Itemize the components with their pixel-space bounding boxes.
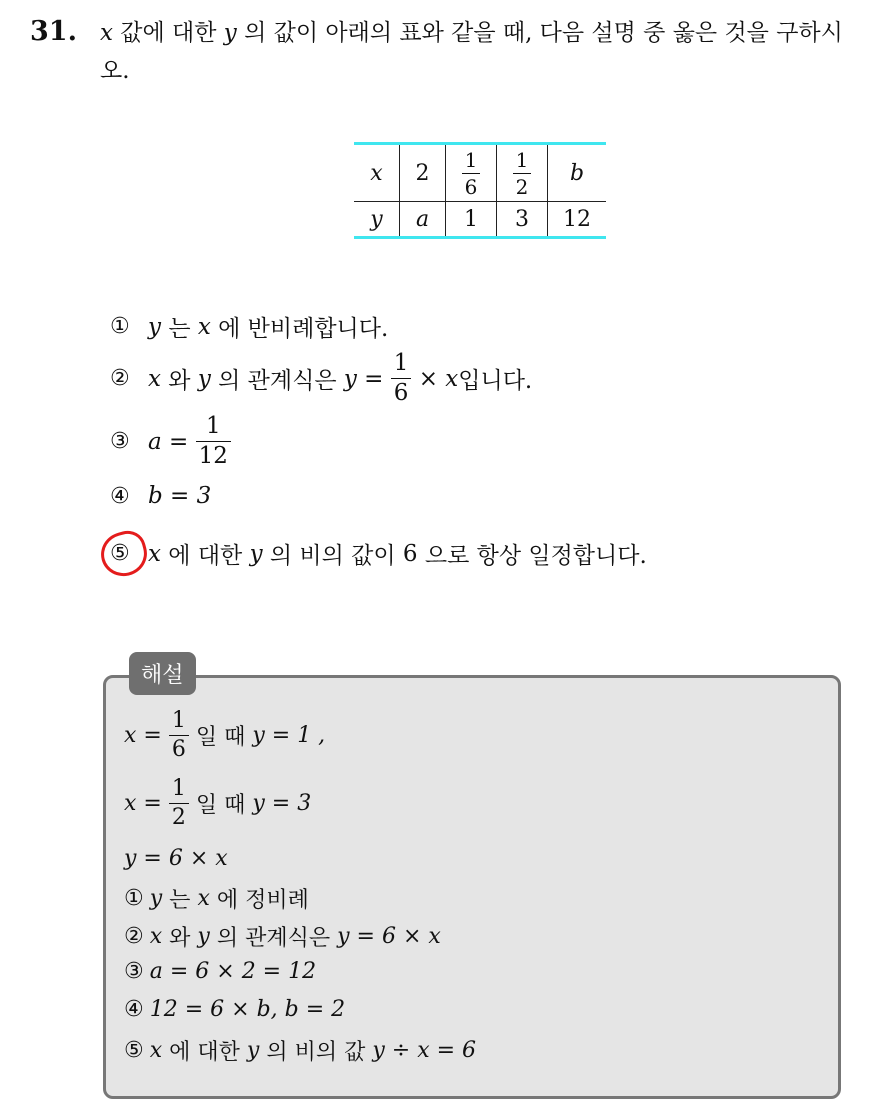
choice-3-mark: ③	[110, 429, 130, 454]
row-y-cell-3: 3	[497, 202, 548, 238]
choice-1[interactable]	[110, 310, 388, 343]
choice-text: 의 관계식은	[218, 368, 337, 394]
fraction-numerator: 1	[196, 415, 231, 442]
fraction-denominator: 2	[171, 805, 186, 830]
var: x	[197, 886, 210, 911]
choice-text: 으로 항상 일정합니다.	[424, 543, 647, 569]
choice-2[interactable]	[110, 352, 532, 405]
choice-5-mark: ⑤	[110, 541, 130, 566]
fraction	[513, 147, 532, 199]
solution-line-2	[124, 778, 311, 829]
solution-line-3	[124, 846, 228, 871]
equation: b = 3	[148, 483, 212, 509]
solution-line-4	[124, 883, 309, 914]
var: y	[148, 313, 161, 340]
equation: a = 6 × 2 = 12	[149, 959, 317, 984]
row-y-label: y	[354, 202, 400, 238]
choice-text: 입니다.	[458, 368, 533, 394]
fraction	[169, 778, 189, 829]
equation: y = 1 ,	[252, 723, 326, 748]
table-row-y	[354, 202, 606, 238]
fraction-denominator: 6	[393, 380, 409, 406]
equation: 12 = 6 × b, b = 2	[149, 997, 346, 1022]
fraction	[196, 415, 231, 468]
fraction-numerator: 1	[169, 778, 189, 804]
choice-text: 는	[168, 316, 191, 342]
solution-line-1	[124, 710, 325, 761]
choice-4-mark: ④	[110, 483, 130, 509]
var: x	[148, 365, 161, 392]
row-x-cell-4: b	[548, 144, 607, 202]
answer-circle-mark	[96, 527, 152, 581]
choice-2-mark: ②	[110, 366, 130, 391]
var: y	[149, 886, 163, 911]
fraction-denominator: 6	[464, 174, 478, 199]
solution-text: 는	[169, 888, 191, 913]
fraction	[462, 147, 481, 199]
var: x	[149, 1038, 163, 1063]
stem-text-2: 의 값이 아래의 표와 같을 때, 다음 설명 중 옳은 것을 구하시오.	[100, 20, 843, 84]
fraction-denominator: 6	[171, 737, 186, 762]
circled-number: ①	[124, 886, 144, 911]
equation: × x	[418, 365, 459, 392]
row-x-cell-3	[497, 144, 548, 202]
question-number: 31.	[30, 16, 77, 47]
stem-var-y: y	[223, 20, 237, 46]
fraction-numerator: 1	[391, 352, 412, 379]
question-stem	[100, 14, 870, 90]
equation: y = 6 × x	[124, 846, 228, 871]
fraction-numerator: 1	[462, 150, 481, 174]
equation: y = 3	[252, 791, 312, 816]
equation: x =	[124, 791, 162, 816]
stem-var-x: x	[100, 20, 113, 46]
var: x	[149, 924, 163, 949]
fraction	[169, 710, 189, 761]
fraction-numerator: 1	[169, 710, 189, 736]
row-x-cell-1: 2	[400, 144, 446, 202]
solution-text: 와	[169, 926, 191, 951]
var: y	[197, 924, 210, 949]
choice-text: 의 비의 값이	[269, 543, 396, 569]
fraction-denominator: 2	[515, 174, 529, 199]
fraction	[391, 352, 412, 405]
fraction-numerator: 1	[513, 150, 532, 174]
row-y-cell-2: 1	[446, 202, 497, 238]
value-table	[354, 142, 606, 239]
choice-text: 와	[168, 368, 191, 394]
equation: y ÷ x = 6	[372, 1038, 477, 1063]
choice-4[interactable]	[110, 483, 211, 509]
choice-text: 에 반비례합니다.	[218, 316, 389, 342]
number: 6	[402, 540, 418, 567]
var: y	[197, 365, 211, 392]
var: a	[148, 428, 162, 455]
solution-tag: 해설	[129, 652, 196, 695]
row-x-label: x	[354, 144, 400, 202]
row-y-cell-1: a	[400, 202, 446, 238]
equation: y = 6 × x	[337, 924, 441, 949]
row-x-cell-2	[446, 144, 497, 202]
stem-text-1: 값에 대한	[120, 20, 217, 46]
var: y	[249, 540, 263, 567]
fraction-denominator: 12	[198, 443, 228, 469]
solution-line-6	[124, 959, 316, 984]
solution-text: 의 관계식은	[216, 926, 331, 951]
circled-number: ⑤	[124, 1038, 144, 1063]
solution-text: 의 비의 값	[266, 1040, 366, 1065]
choice-text: 에 대한	[168, 543, 243, 569]
var: x	[197, 313, 211, 340]
equals: =	[169, 428, 189, 455]
var: x	[148, 540, 161, 567]
circled-number: ④	[124, 997, 144, 1022]
circled-number: ②	[124, 924, 144, 949]
solution-line-8	[124, 1035, 476, 1066]
solution-line-5	[124, 921, 441, 952]
solution-text: 에 대한	[169, 1040, 240, 1065]
equation: x =	[124, 723, 162, 748]
circled-number: ③	[124, 959, 144, 984]
solution-text: 일 때	[195, 793, 246, 818]
choice-3[interactable]	[110, 415, 231, 468]
solution-text: 에 정비례	[216, 888, 309, 913]
choice-5[interactable]	[110, 537, 647, 570]
solution-line-7	[124, 997, 345, 1022]
choice-1-mark: ①	[110, 314, 130, 339]
equation: y =	[343, 365, 384, 392]
row-y-cell-4: 12	[548, 202, 607, 238]
table-row-x	[354, 144, 606, 202]
solution-text: 일 때	[195, 725, 246, 750]
var: y	[246, 1038, 260, 1063]
